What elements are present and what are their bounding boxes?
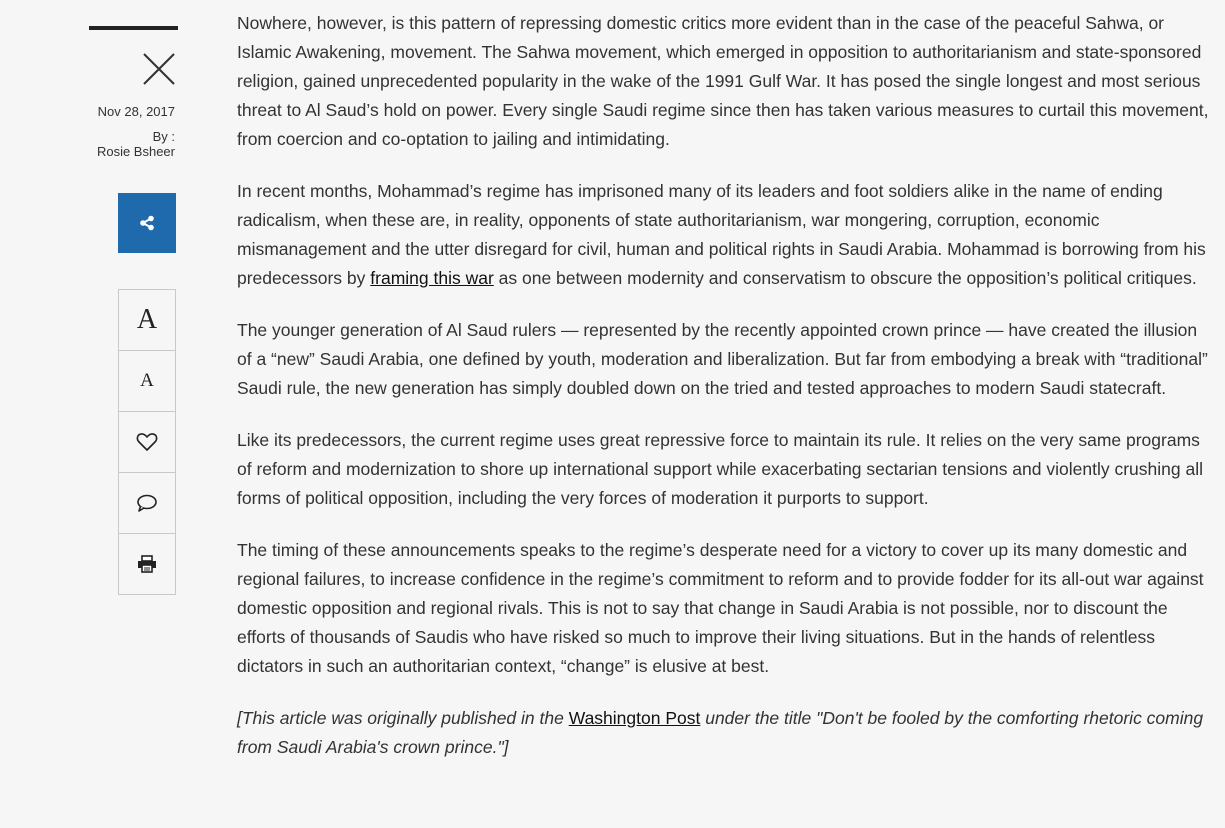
article-paragraph-5: The timing of these announcements speaks to the regime’s desperate need for a victory to cover up its many domestic and regional failures, to increase confidence in the regime’s commitment to reform and to provide fodder for its all-out war against domestic opposition and regional rivals. This is not to say that change in Saudi Arabia is not possible, nor to discount the efforts of thousands of Saudis who have risked so much to improve their living situations. But in the hands of relentless dictators in such an authoritarian context, “change” is elusive at best. <box>237 540 1204 676</box>
print-button[interactable] <box>119 534 175 594</box>
close-icon <box>141 51 177 87</box>
byline-label: By : <box>152 129 175 144</box>
article-body <box>237 9 1212 785</box>
framing-this-war-link[interactable]: framing this war <box>370 268 494 288</box>
heart-icon <box>136 432 158 452</box>
paragraph-text: as one between modernity and conservatism to obscure the opposition’s political critiques. <box>493 268 1197 288</box>
close-button[interactable] <box>141 51 177 87</box>
comment-button[interactable] <box>119 473 175 534</box>
article-paragraph-1: Nowhere, however, is this pattern of repressing domestic critics more evident than in the case of the peaceful Sahwa, or Islamic Awakening, movement. The Sahwa movement, which emerged in opposition to authoritarianism and state-sponsored religion, gained unprecedented popularity in the wake of the 1991 Gulf War. It has posed the single longest and most serious threat to Al Saud’s hold on power. Every single Saudi regime since then has taken various measures to curtail this movement, from coercion and co-optation to jailing and intimidating. <box>237 13 1209 149</box>
article-paragraph-2 <box>237 177 1212 293</box>
print-icon <box>137 555 157 573</box>
publish-date: Nov 28, 2017 <box>97 104 175 119</box>
source-note <box>237 704 1212 762</box>
like-button[interactable] <box>119 412 175 473</box>
paragraph-text: In recent months, Mohammad’s regime has imprisoned many of its leaders and foot soldiers alike in the name of ending radicalism, when these are, in reality, opponents of state authoritarianism, war mongering, corruption, economic mismanagement and the utter disregard for civil, human and political rights in Saudi Arabia. Mohammad is borrowing from his predecessors by <box>237 181 1206 288</box>
source-note-text: under the title "Don't be fooled by the comforting rhetoric coming from Saudi Arabia's crown prince."] <box>237 708 1204 757</box>
comment-icon <box>136 493 158 513</box>
share-button[interactable] <box>118 193 176 253</box>
article-sidebar <box>0 0 200 828</box>
washington-post-link[interactable]: Washington Post <box>568 708 701 728</box>
article-paragraph-3: The younger generation of Al Saud rulers — represented by the recently appointed crown prince — have created the illusion of a “new” Saudi Arabia, one defined by youth, moderation and liberalization. But far from embodying a break with “traditional” Saudi rule, the new generation has simply doubled down on the tried and tested approaches to modern Saudi statecraft. <box>237 320 1208 398</box>
article-tools <box>118 289 176 595</box>
author-name[interactable]: Rosie Bsheer <box>96 144 175 159</box>
source-note-text: [This article was originally published in the <box>237 708 569 728</box>
top-divider <box>89 26 178 30</box>
share-icon <box>139 215 155 231</box>
article-paragraph-4: Like its predecessors, the current regime uses great repressive force to maintain its rule. It relies on the very same programs of reform and modernization to shore up international support while exacerbating sectarian tensions and violently crushing all forms of political opposition, including the very forces of moderation it purports to support. <box>237 430 1203 508</box>
decrease-font-button[interactable]: A <box>119 351 175 412</box>
increase-font-button[interactable]: A <box>119 290 175 351</box>
